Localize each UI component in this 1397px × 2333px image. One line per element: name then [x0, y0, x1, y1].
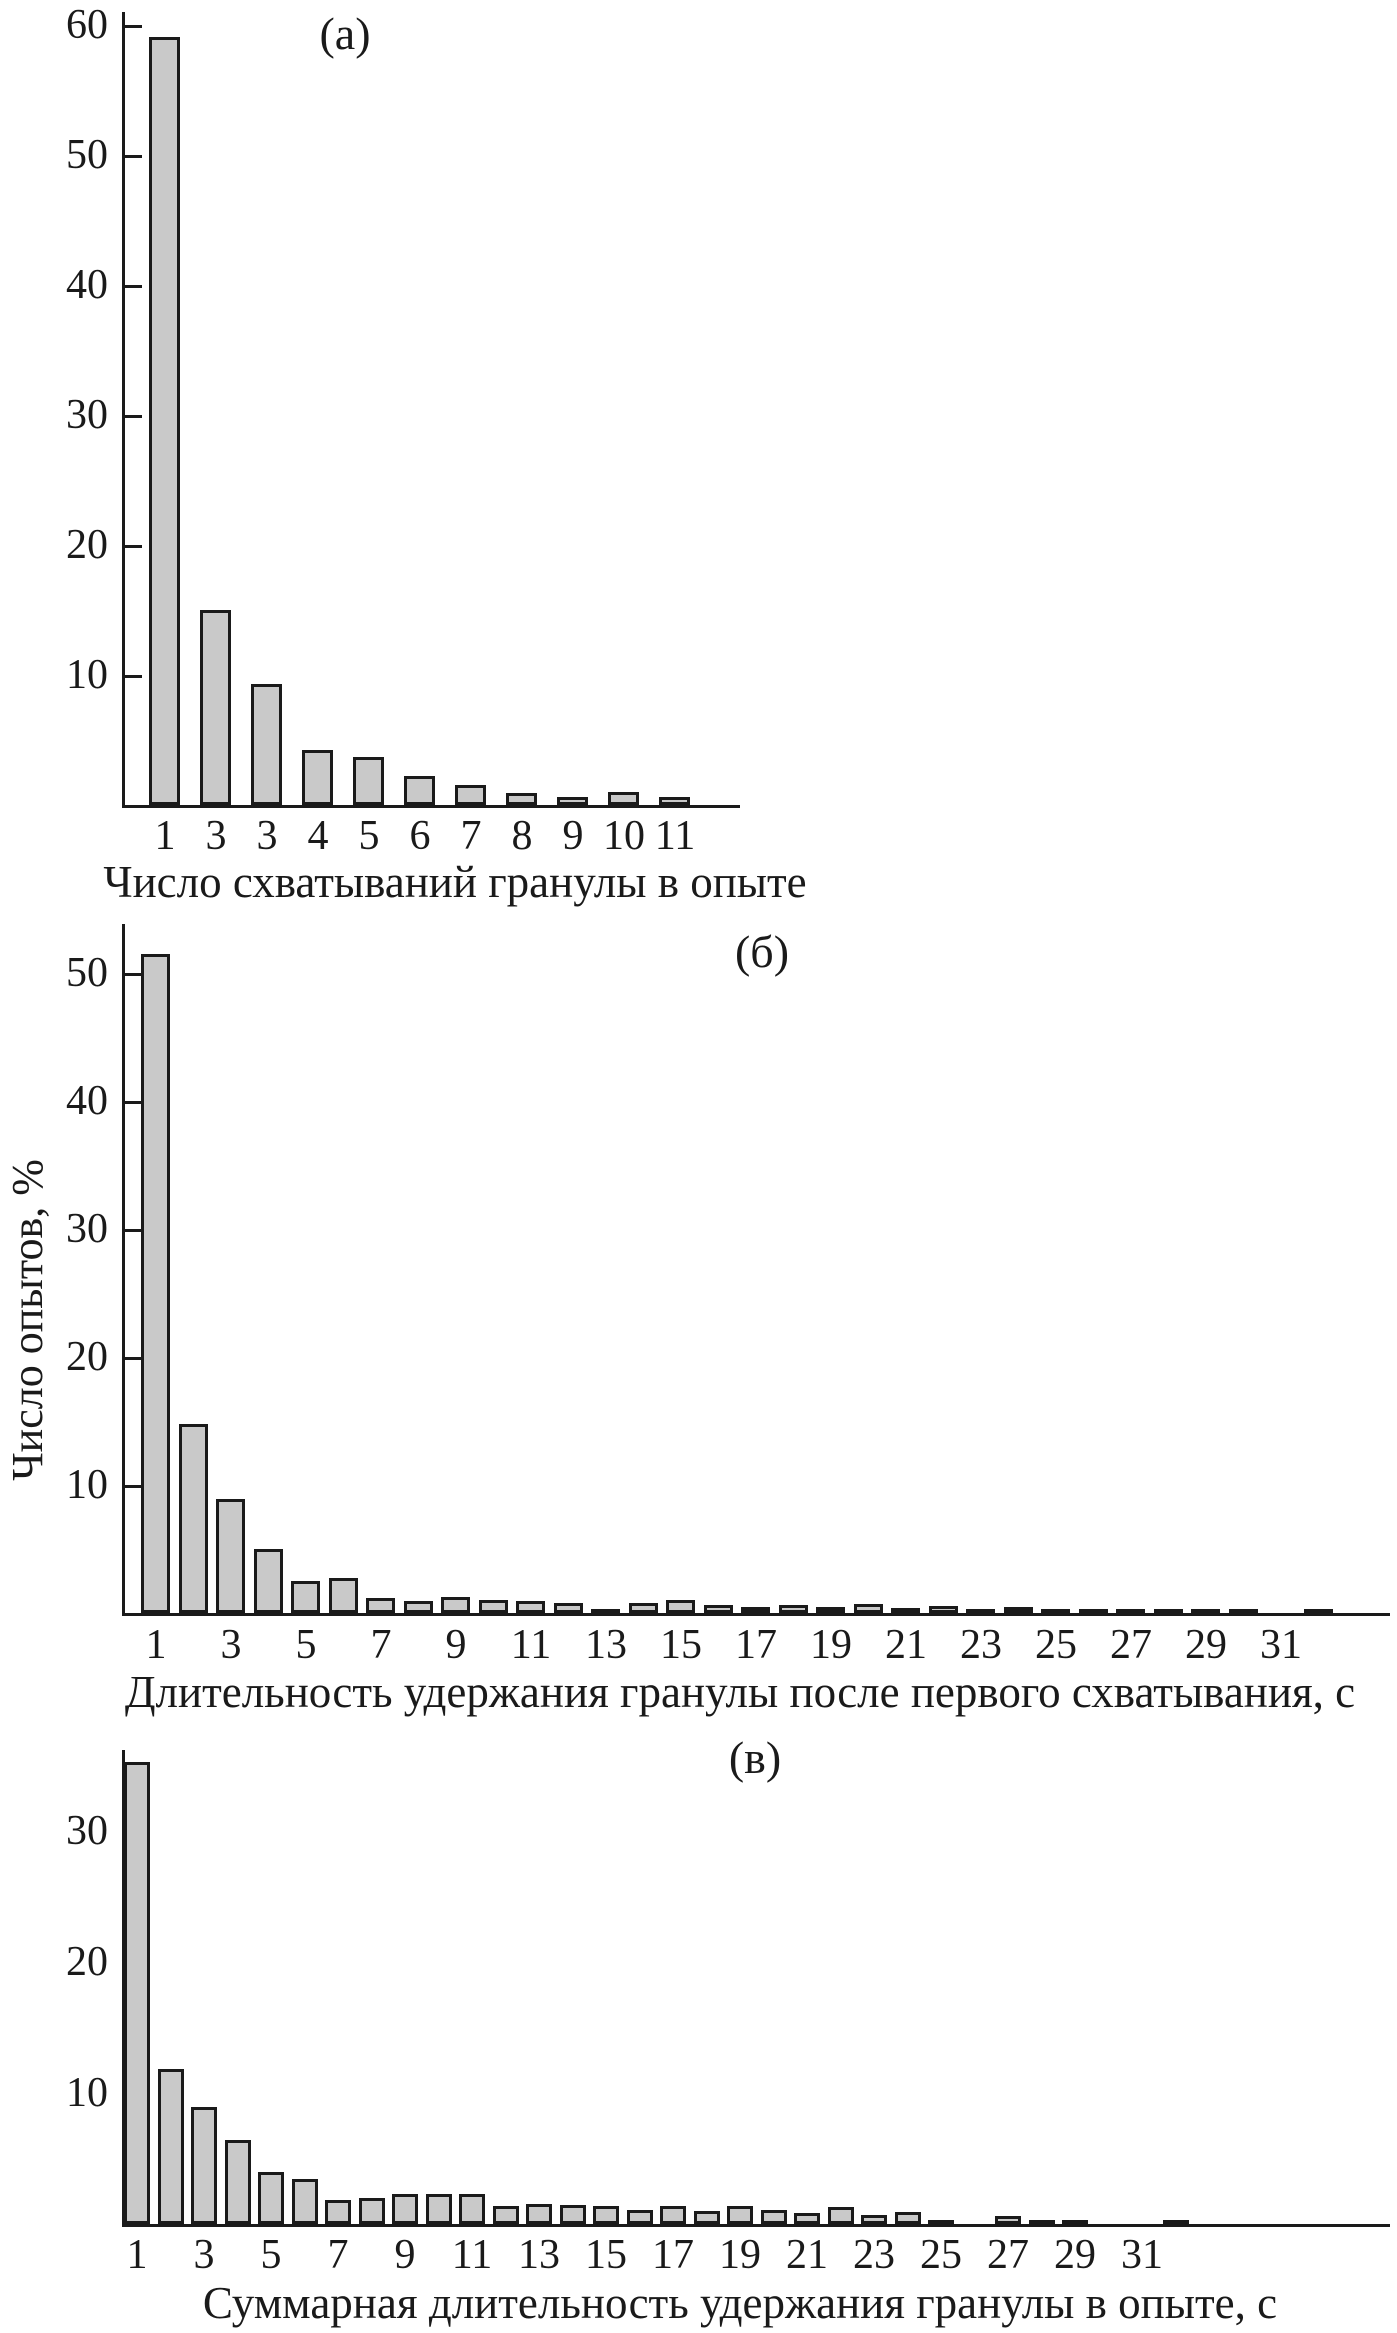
- bar: [627, 2210, 653, 2224]
- x-tick-label: 9: [394, 2232, 416, 2278]
- x-tick-label: 6: [409, 813, 431, 859]
- bar: [292, 2179, 318, 2224]
- x-tick-label: 11: [654, 813, 696, 859]
- bar: [761, 2210, 787, 2224]
- x-tick-label: 11: [451, 2232, 493, 2278]
- bar: [404, 1601, 433, 1613]
- y-tick: [125, 1101, 142, 1104]
- x-tick-label: 29: [1185, 1622, 1227, 1668]
- bar: [258, 2172, 284, 2224]
- x-axis: [122, 2224, 1390, 2227]
- y-tick-label: 10: [66, 652, 108, 698]
- bar: [516, 1601, 545, 1613]
- bar: [704, 1605, 733, 1613]
- y-tick: [125, 545, 142, 548]
- x-tick-label: 1: [126, 2232, 148, 2278]
- bar: [629, 1603, 658, 1613]
- y-tick-label: 10: [66, 1462, 108, 1508]
- x-tick-label: 13: [518, 2232, 560, 2278]
- y-tick-label: 30: [66, 1206, 108, 1252]
- y-tick: [125, 155, 142, 158]
- y-axis-label: Число опытов, %: [3, 1159, 52, 1481]
- bar: [895, 2212, 921, 2224]
- bar: [392, 2194, 418, 2224]
- x-tick-label: 19: [719, 2232, 761, 2278]
- x-tick-label: 9: [445, 1622, 467, 1668]
- bar: [666, 1600, 695, 1613]
- y-tick: [125, 973, 142, 976]
- x-tick-label: 11: [510, 1622, 552, 1668]
- bar: [329, 1578, 358, 1613]
- y-tick: [125, 1485, 142, 1488]
- bar: [493, 2206, 519, 2224]
- x-tick-label: 5: [260, 2232, 282, 2278]
- x-axis: [122, 805, 740, 808]
- x-tick-label: 3: [220, 1622, 242, 1668]
- y-tick-label: 30: [66, 392, 108, 438]
- x-axis-title: Число схватываний гранулы в опыте: [103, 857, 807, 907]
- x-tick-label: 15: [585, 2232, 627, 2278]
- panel-label: (б): [734, 926, 790, 977]
- bar: [557, 797, 588, 805]
- x-axis-title: Суммарная длительность удержания гранулы в опыте, с: [202, 2278, 1278, 2328]
- bar: [593, 2206, 619, 2224]
- bar: [404, 776, 435, 805]
- bar: [660, 2206, 686, 2224]
- x-tick-label: 7: [327, 2232, 349, 2278]
- x-tick-label: 17: [735, 1622, 777, 1668]
- x-tick-label: 17: [652, 2232, 694, 2278]
- x-tick-label: 27: [987, 2232, 1029, 2278]
- bar: [359, 2198, 385, 2224]
- y-axis: [122, 924, 125, 1616]
- x-tick-label: 7: [460, 813, 482, 859]
- bar: [659, 797, 690, 805]
- x-tick-label: 19: [810, 1622, 852, 1668]
- y-tick: [125, 25, 142, 28]
- y-tick: [125, 415, 142, 418]
- x-tick-label: 31: [1260, 1622, 1302, 1668]
- x-tick-label: 23: [853, 2232, 895, 2278]
- y-tick-label: 20: [66, 1334, 108, 1380]
- x-tick-label: 5: [295, 1622, 317, 1668]
- bar: [727, 2206, 753, 2224]
- x-axis-title: Длительность удержания гранулы после первого схватывания, с: [124, 1667, 1356, 1717]
- x-tick-label: 9: [562, 813, 584, 859]
- bar: [216, 1499, 245, 1613]
- bar: [854, 1604, 883, 1613]
- bar: [560, 2205, 586, 2224]
- y-tick-label: 20: [66, 1939, 108, 1985]
- y-tick-label: 50: [66, 132, 108, 178]
- bar: [325, 2200, 351, 2224]
- bar: [479, 1600, 508, 1613]
- y-tick-label: 40: [66, 262, 108, 308]
- bar: [124, 1762, 150, 2224]
- bar: [929, 1606, 958, 1613]
- y-tick-label: 40: [66, 1078, 108, 1124]
- x-tick-label: 10: [603, 813, 645, 859]
- bar: [995, 2216, 1021, 2224]
- bar: [149, 37, 180, 805]
- bar: [441, 1597, 470, 1613]
- bar: [554, 1603, 583, 1613]
- x-axis: [122, 1613, 1390, 1616]
- bar: [158, 2069, 184, 2224]
- bar: [254, 1549, 283, 1613]
- bar: [694, 2211, 720, 2224]
- x-tick-label: 1: [154, 813, 176, 859]
- bar: [251, 684, 282, 805]
- y-axis: [122, 12, 125, 808]
- bar: [191, 2107, 217, 2224]
- x-tick-label: 15: [660, 1622, 702, 1668]
- bar: [302, 750, 333, 805]
- x-tick-label: 4: [307, 813, 329, 859]
- y-tick-label: 60: [66, 2, 108, 48]
- bar: [455, 785, 486, 805]
- y-tick: [125, 675, 142, 678]
- y-tick: [125, 285, 142, 288]
- x-tick-label: 3: [256, 813, 278, 859]
- y-tick: [125, 1229, 142, 1232]
- panel-label: (в): [728, 1732, 782, 1783]
- y-tick-label: 50: [66, 950, 108, 996]
- bar: [861, 2215, 887, 2224]
- bar: [366, 1598, 395, 1613]
- bar: [526, 2204, 552, 2224]
- x-tick-label: 13: [585, 1622, 627, 1668]
- x-tick-label: 27: [1110, 1622, 1152, 1668]
- bar: [459, 2194, 485, 2224]
- panel-label: (а): [319, 8, 371, 59]
- x-tick-label: 7: [370, 1622, 392, 1668]
- bar: [608, 792, 639, 805]
- y-tick-label: 20: [66, 522, 108, 568]
- y-tick-label: 30: [66, 1808, 108, 1854]
- x-tick-label: 21: [786, 2232, 828, 2278]
- bar: [291, 1581, 320, 1613]
- bar: [353, 757, 384, 805]
- bar: [426, 2194, 452, 2224]
- x-tick-label: 3: [205, 813, 227, 859]
- x-tick-label: 5: [358, 813, 380, 859]
- y-tick: [125, 1357, 142, 1360]
- bar: [506, 793, 537, 805]
- x-tick-label: 25: [1035, 1622, 1077, 1668]
- x-tick-label: 25: [920, 2232, 962, 2278]
- x-tick-label: 23: [960, 1622, 1002, 1668]
- bar: [225, 2140, 251, 2224]
- x-tick-label: 29: [1054, 2232, 1096, 2278]
- bar: [141, 954, 170, 1613]
- bar: [200, 610, 231, 805]
- y-tick-label: 10: [66, 2070, 108, 2116]
- x-tick-label: 1: [145, 1622, 167, 1668]
- x-tick-label: 3: [193, 2232, 215, 2278]
- x-tick-label: 21: [885, 1622, 927, 1668]
- x-tick-label: 31: [1121, 2232, 1163, 2278]
- bar: [794, 2213, 820, 2224]
- bar: [828, 2207, 854, 2224]
- bar: [179, 1424, 208, 1613]
- bar: [779, 1605, 808, 1613]
- x-tick-label: 8: [511, 813, 533, 859]
